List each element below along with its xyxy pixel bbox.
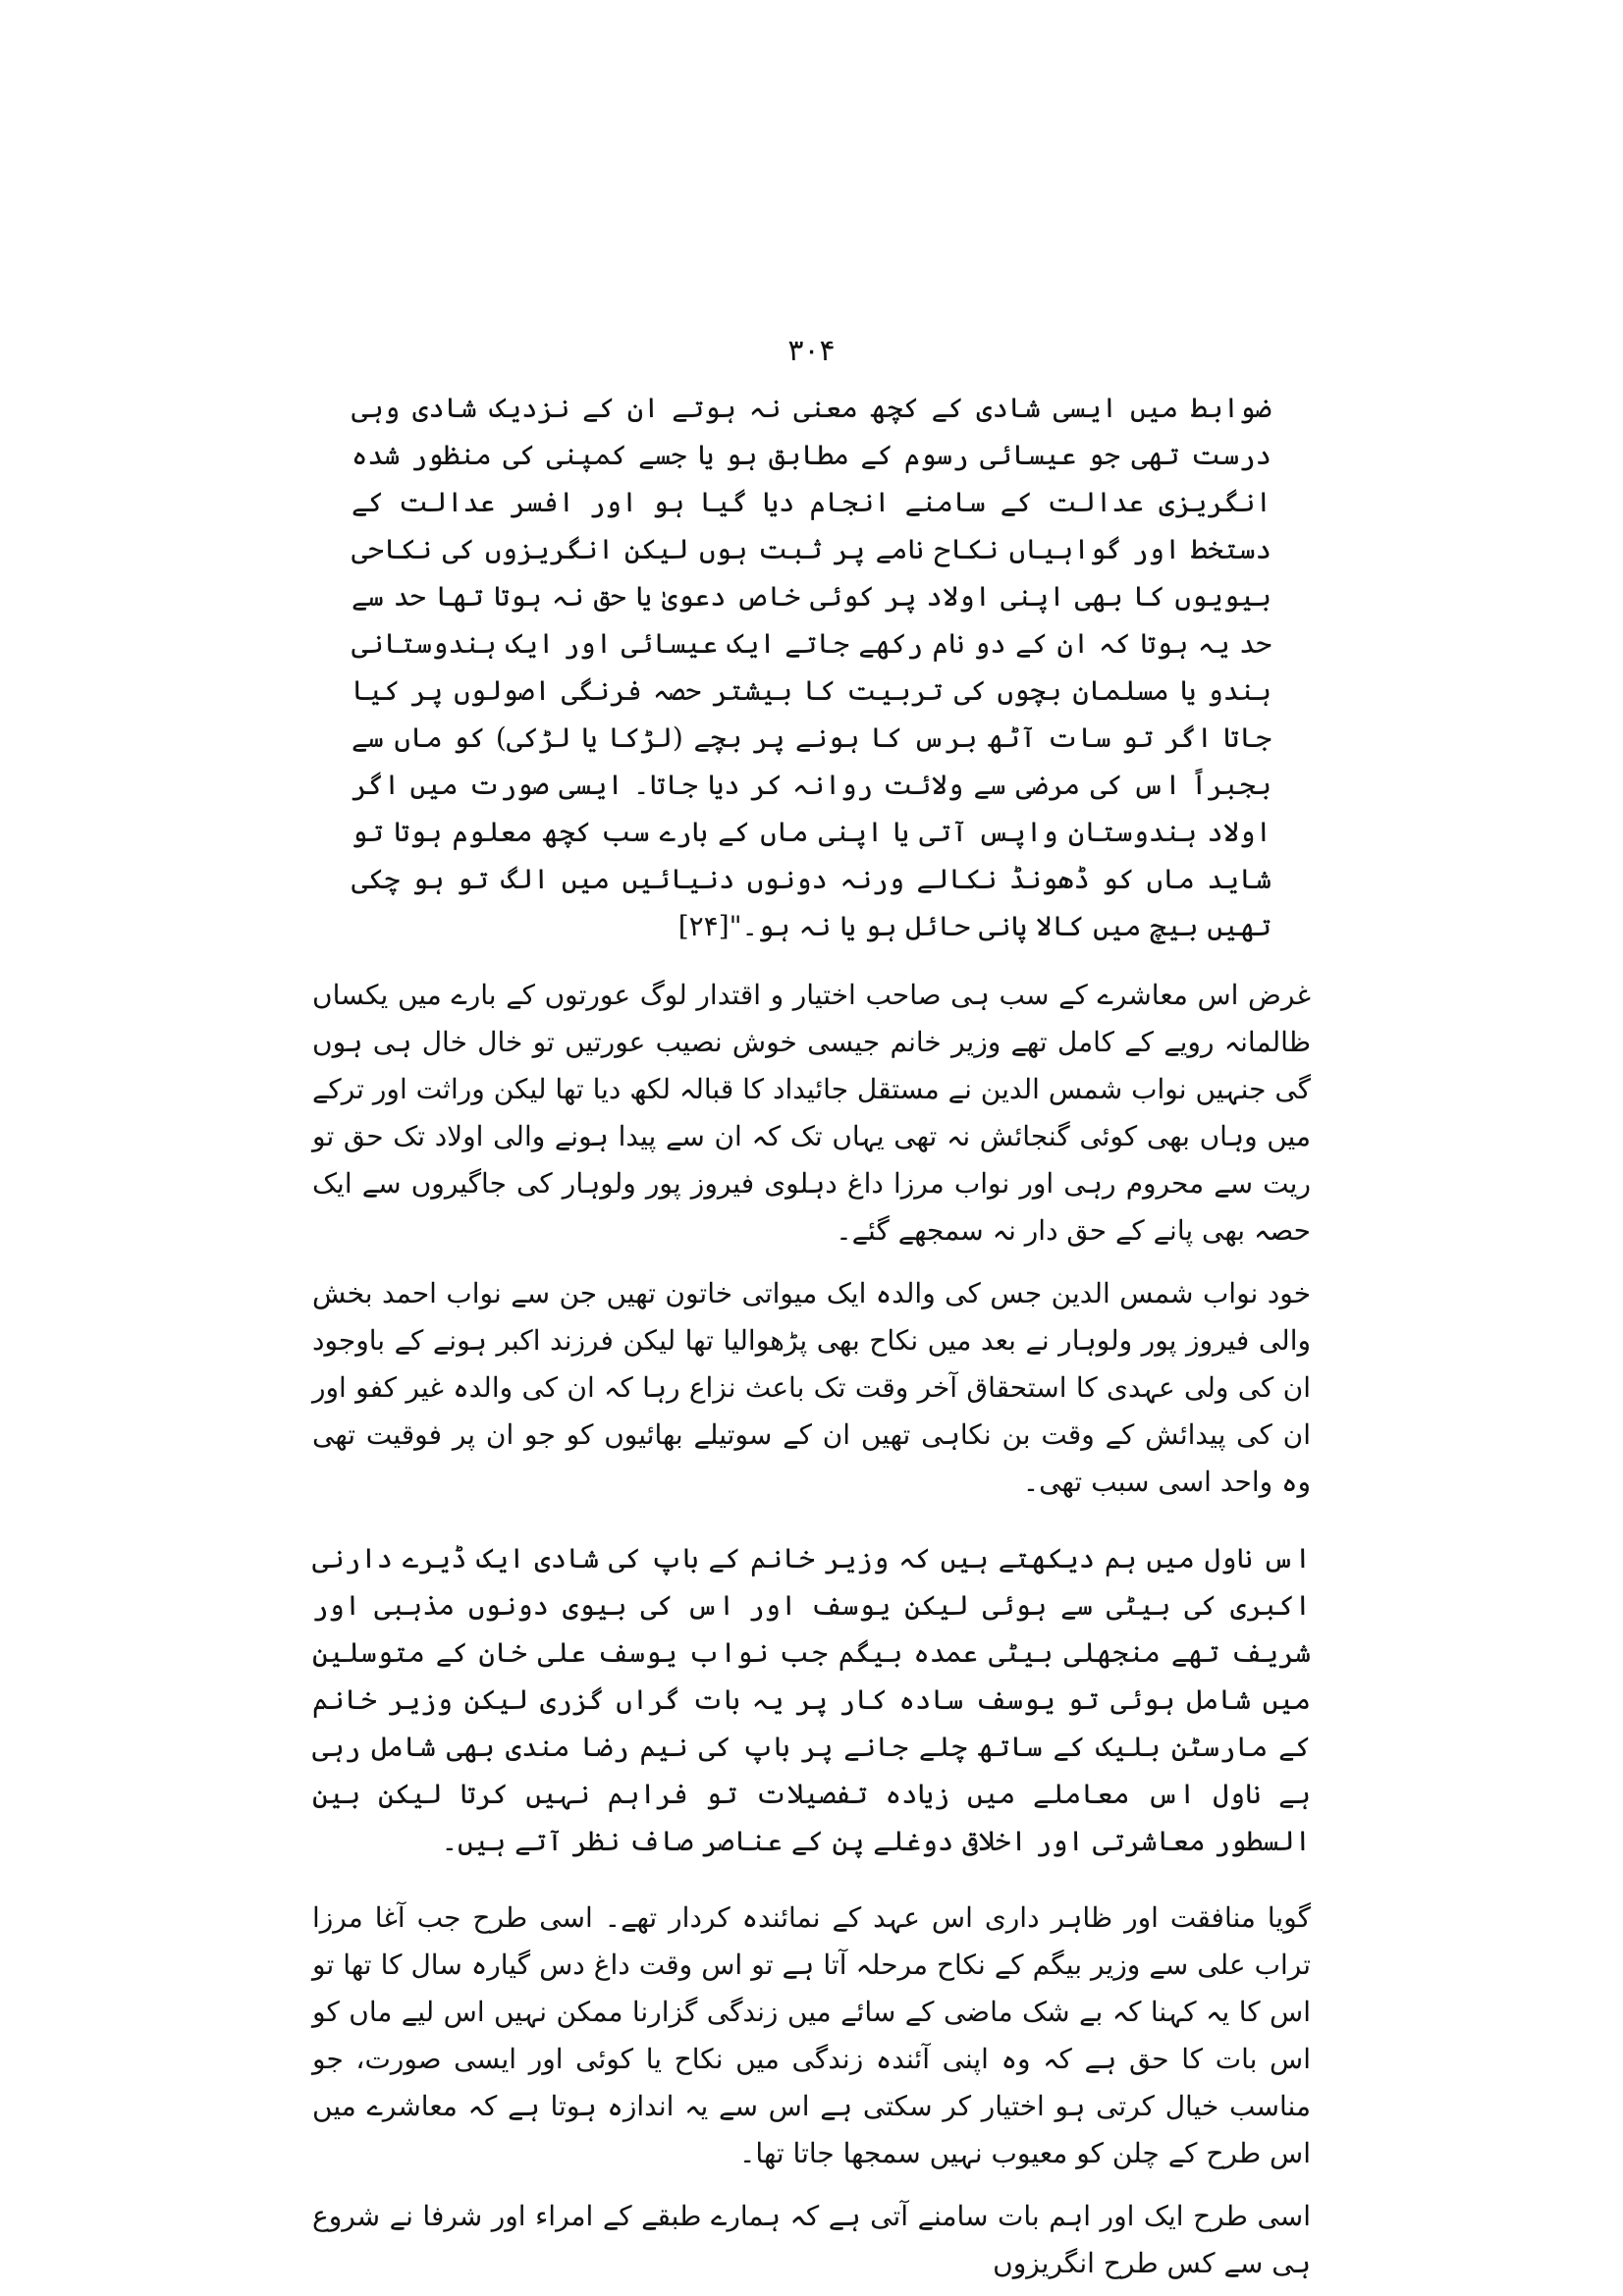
paragraph-1: غرض اس معاشرے کے سب ہی صاحب اختیار و اقتدار لوگ عورتوں کے بارے میں یکساں ظالمانہ رویے کے کامل تھے وزیر خانم جیسی خوش نصیب عورتیں تو خال خال ہی ہوں گی جنہیں نواب شمس الدین نے مستقل جائیداد کا قبالہ لکھ دیا تھا لیکن وراثت اور ترکے میں وہاں بھی کوئی گنجائش نہ تھی یہاں تک کہ ان سے پیدا ہونے والی اولاد تک حق تو ریت سے محروم رہی اور نواب مرزا داغ دہلوی فیروز پور ولوہار کی جاگیروں سے ایک حصہ بھی پانے کے حق دار نہ سمجھے گئے۔ <box>312 979 1311 1247</box>
block-quote: ضوابط میں ایسی شادی کے کچھ معنی نہ ہوتے ان کے نزدیک شادی وہی درست تھی جو عیسائی رسوم کے مطابق ہو یا جسے کمپنی کی منظور شدہ انگریزی عدالت کے سامنے انجام دیا گیا ہو اور افسر عدالت کے دستخط اور گواہیاں نکاح نامے پر ثبت ہوں لیکن انگریزوں کی نکاحی بیویوں کا بھی اپنی اولاد پر کوئی خاص دعویٰ یا حق نہ ہوتا تھا حد سے حد یہ ہوتا کہ ان کے دو نام رکھے جاتے ایک عیسائی اور ایک ہندوستانی ہندو یا مسلمان بچوں کی تربیت کا بیشتر حصہ فرنگی اصولوں پر کیا جاتا اگر تو سات آٹھ برس کا ہونے پر بچے (لڑکا یا لڑکی) کو ماں سے بجبراً اس کی مرضی سے ولائت روانہ کر دیا جاتا۔ ایسی صورت میں اگر اولاد ہندوستان واپس آتی یا اپنی ماں کے بارے سب کچھ معلوم ہوتا تو شاید ماں کو ڈھونڈ نکالے ورنہ دونوں دنیائیں میں الگ تو ہو چکی تھیں بیچ میں کالا پانی حائل ہو یا نہ ہو۔"[۲۴] <box>352 392 1271 942</box>
body-text <box>312 385 1311 2287</box>
paragraph-3: اس ناول میں ہم دیکھتے ہیں کہ وزیر خانم کے باپ کی شادی ایک ڈیرے دارنی اکبری کی بیٹی سے ہوئی لیکن یوسف اور اس کی بیوی دونوں مذہبی اور شریف تھے منجھلی بیٹی عمدہ بیگم جب نواب یوسف علی خان کے متوسلین میں شامل ہوئی تو یوسف سادہ کار پر یہ بات گراں گزری لیکن وزیر خانم کے مارسٹن بلیک کے ساتھ چلے جانے پر باپ کی نیم رضا مندی بھی شامل رہی ہے ناول اس معاملے میں زیادہ تفصیلات تو فراہم نہیں کرتا لیکن بین السطور معاشرتی اور اخلاقی دوغلے پن کے عناصر صاف نظر آتے ہیں۔ <box>312 1542 1311 1857</box>
paragraph-5: اسی طرح ایک اور اہم بات سامنے آتی ہے کہ ہمارے طبقے کے امراء اور شرفا نے شروع ہی سے کس طرح انگریزوں <box>312 2200 1311 2279</box>
page-number: ۳۰۴ <box>787 334 836 368</box>
paragraph-4: گویا منافقت اور ظاہر داری اس عہد کے نمائندہ کردار تھے۔ اسی طرح جب آغا مرزا تراب علی سے وزیر بیگم کے نکاح مرحلہ آتا ہے تو اس وقت داغ دس گیارہ سال کا تھا تو اس کا یہ کہنا کہ بے شک ماضی کے سائے میں زندگی گزارنا ممکن نہیں اس لیے ماں کو اس بات کا حق ہے کہ وہ اپنی آئندہ زندگی میں نکاح یا کوئی اور ایسی صورت، جو مناسب خیال کرتی ہو اختیار کر سکتی ہے اس سے یہ اندازہ ہوتا ہے کہ معاشرے میں اس طرح کے چلن کو معیوب نہیں سمجھا جاتا تھا۔ <box>312 1901 1311 2169</box>
paragraph-2: خود نواب شمس الدین جس کی والدہ ایک میواتی خاتون تھیں جن سے نواب احمد بخش والی فیروز پور ولوہار نے بعد میں نکاح بھی پڑھوالیا تھا لیکن فرزند اکبر ہونے کے باوجود ان کی ولی عہدی کا استحقاق آخر وقت تک باعث نزاع رہا کہ ان کی والدہ غیر کفو اور ان کی پیدائش کے وقت بن نکاہی تھیں ان کے سوتیلے بھائیوں کو جو ان پر فوقیت تھی وہ واحد اسی سبب تھی۔ <box>312 1277 1311 1498</box>
